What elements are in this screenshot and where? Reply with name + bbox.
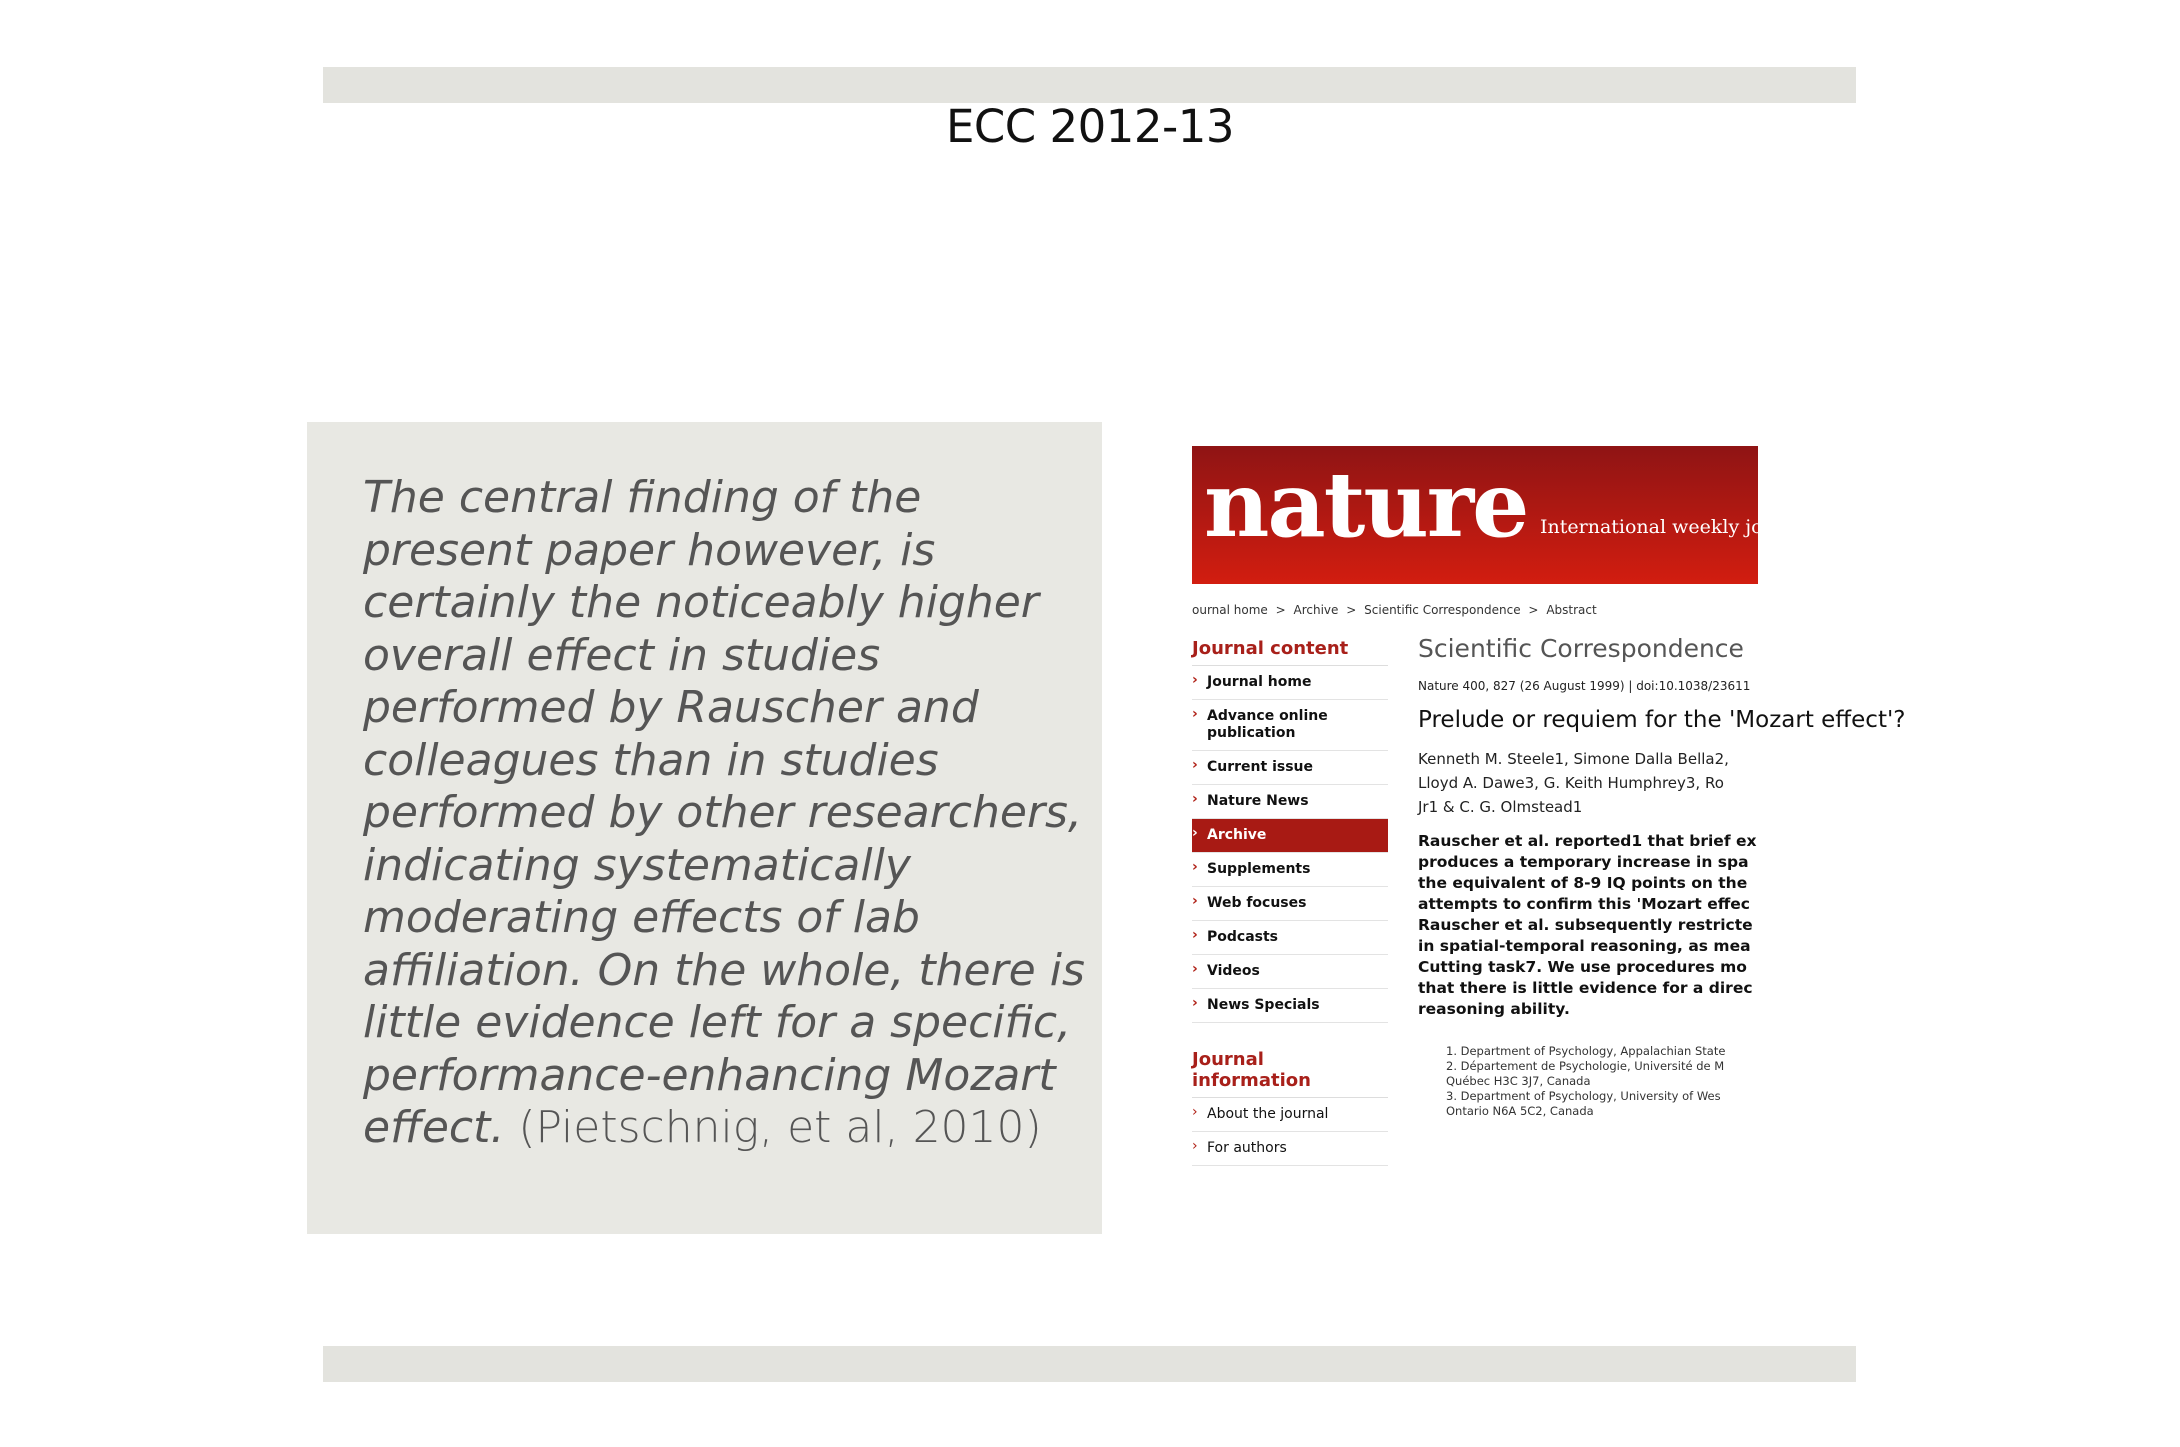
breadcrumb-separator: >	[1275, 603, 1286, 617]
nature-tagline: International weekly journal of science	[1540, 516, 1916, 538]
sidebar-item-about-the-journal[interactable]: › About the journal	[1192, 1098, 1388, 1132]
quote-body: The central finding of the present paper however, is certainly the noticeably higher overall effect in studies performed by Rauscher and colleagues than in studies performed by other researchers, indicating systematically moderating effects of lab affiliation. On the whole, there is little evidence left for a specific, performance-enhancing Mozart effect.	[363, 472, 1085, 1153]
affiliation-line: 2. Département de Psychologie, Université de M	[1446, 1059, 1725, 1073]
breadcrumb	[1192, 603, 1601, 617]
abstract-line: Rauscher et al. subsequently restricte	[1418, 916, 1753, 934]
sidebar-item-current-issue[interactable]: › Current issue	[1192, 751, 1388, 785]
author-line[interactable]: Jr1 & C. G. Olmstead1	[1418, 798, 1583, 816]
bottom-band	[323, 1346, 1856, 1382]
abstract-line: reasoning ability.	[1418, 1000, 1570, 1018]
sidebar-item-for-authors[interactable]: › For authors	[1192, 1132, 1388, 1166]
sidebar-item-podcasts[interactable]: › Podcasts	[1192, 921, 1388, 955]
breadcrumb-archive[interactable]: Archive	[1293, 603, 1339, 617]
top-band	[323, 67, 1856, 103]
breadcrumb-journal-home[interactable]: ournal home	[1192, 603, 1268, 617]
article-authors	[1418, 747, 1838, 819]
sidebar-item-nature-news[interactable]: › Nature News	[1192, 785, 1388, 819]
affiliation-line: Ontario N6A 5C2, Canada	[1446, 1104, 1594, 1118]
article	[1418, 634, 1906, 1119]
quote-box	[307, 422, 1102, 1234]
nature-screenshot	[1192, 446, 1916, 1166]
slide-title: ECC 2012-13	[945, 100, 1235, 153]
nature-banner	[1192, 446, 1916, 584]
article-abstract	[1418, 831, 1758, 1020]
article-affiliations	[1418, 1044, 1758, 1119]
sidebar-heading-journal-content: Journal content	[1192, 634, 1388, 666]
sidebar-heading-journal-information: Journal information	[1192, 1023, 1388, 1098]
author-line[interactable]: Kenneth M. Steele1, Simone Dalla Bella2,	[1418, 750, 1729, 768]
affiliation-line: Québec H3C 3J7, Canada	[1446, 1074, 1591, 1088]
abstract-line: Rauscher et al. reported1 that brief ex	[1418, 832, 1757, 850]
abstract-line: produces a temporary increase in spa	[1418, 853, 1749, 871]
breadcrumb-separator: >	[1346, 603, 1357, 617]
abstract-line: Cutting task7. We use procedures mo	[1418, 958, 1747, 976]
sidebar-item-news-specials[interactable]: › News Specials	[1192, 989, 1388, 1023]
breadcrumb-abstract: Abstract	[1546, 603, 1597, 617]
sidebar-item-archive[interactable]: › Archive	[1192, 819, 1388, 853]
abstract-line: in spatial-temporal reasoning, as mea	[1418, 937, 1751, 955]
affiliation-line: 1. Department of Psychology, Appalachian State	[1446, 1044, 1726, 1058]
sidebar	[1192, 634, 1388, 1166]
abstract-line: attempts to confirm this 'Mozart effec	[1418, 895, 1750, 913]
quote-text	[363, 472, 1103, 1155]
affiliation-line: 3. Department of Psychology, University of Wes	[1446, 1089, 1721, 1103]
nature-logo: nature	[1204, 452, 1528, 558]
sidebar-item-web-focuses[interactable]: › Web focuses	[1192, 887, 1388, 921]
abstract-line: that there is little evidence for a direc	[1418, 979, 1753, 997]
sidebar-item-journal-home[interactable]: › Journal home	[1192, 666, 1388, 700]
article-section: Scientific Correspondence	[1418, 634, 1744, 663]
breadcrumb-separator: >	[1528, 603, 1539, 617]
article-citation: Nature 400, 827 (26 August 1999) | doi:10.1038/23611	[1418, 679, 1751, 693]
sidebar-item-advance-online-publication[interactable]: › Advance online publication	[1192, 700, 1388, 751]
breadcrumb-scientific-correspondence[interactable]: Scientific Correspondence	[1364, 603, 1521, 617]
author-line[interactable]: Lloyd A. Dawe3, G. Keith Humphrey3, Ro	[1418, 774, 1724, 792]
article-title: Prelude or requiem for the 'Mozart effect'?	[1418, 707, 1906, 733]
abstract-line: the equivalent of 8-9 IQ points on the	[1418, 874, 1748, 892]
sidebar-item-videos[interactable]: › Videos	[1192, 955, 1388, 989]
quote-citation: (Pietschnig, et al, 2010)	[518, 1102, 1042, 1153]
sidebar-item-supplements[interactable]: › Supplements	[1192, 853, 1388, 887]
